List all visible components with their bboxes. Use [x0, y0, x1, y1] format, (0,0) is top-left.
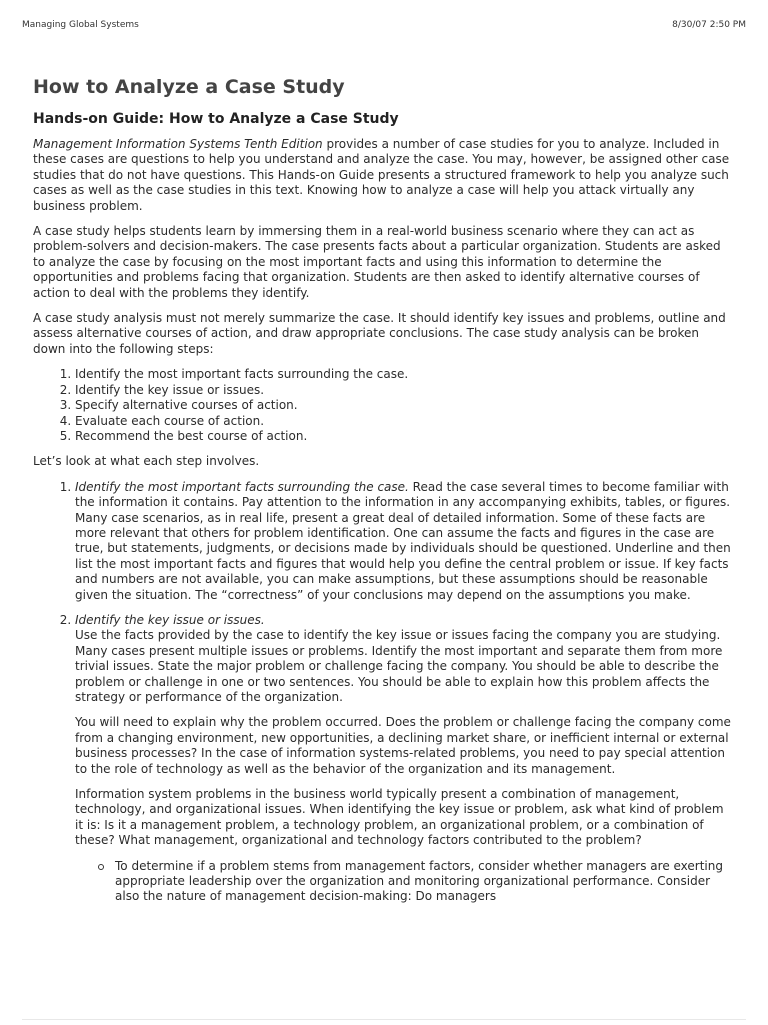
- list-item: [115, 859, 735, 905]
- step-2-paragraph-2: You will need to explain why the problem occurred. Does the problem or challenge facing the company come from a changing environment, new opportunities, a declining market share, or inefficient internal or external business processes? In the case of information systems-related problems, you need to pay special attention to the role of technology as well as the behavior of the organization and its management.: [75, 715, 731, 776]
- book-title: Management Information Systems Tenth Edition: [33, 137, 323, 151]
- print-header: [22, 20, 746, 34]
- document-content: [33, 74, 735, 915]
- factor-text: To determine if a problem stems from management factors, consider whether managers are exerting appropriate leadership over the organization and monitoring organizational performance. Consider also the nature of management decision-making: Do managers: [115, 858, 723, 904]
- circle-bullet-icon: [98, 864, 104, 870]
- header-page-title: Managing Global Systems: [22, 20, 139, 30]
- step-1-text: Read the case several times to become familiar with the information it contains. Pay attention to the information in any accompanying exhibits, tables, or figures. Many case scenarios, as in real life, present a great deal of detailed information. Some of these facts are more relevant that others for problem identification. One can assume the facts and figures in the case are true, but statements, judgments, or decisions made by individuals should be questioned. Underline and then list the most important facts and figures that would help you define the central problem or issue. If key facts and numbers are not available, you can make assumptions, but these assumptions should be reasonable given the situation. The “correctness” of your conclusions may depend on the assumptions you make.: [75, 479, 731, 602]
- detail-step-1: [75, 480, 735, 603]
- list-item: 1. Identify the most important facts surrounding the case.: [75, 367, 735, 382]
- detailed-steps-list: [33, 480, 735, 905]
- intro-text: provides a number of case studies for you to analyze. Included in these cases are questions to help you understand and analyze the case. You may, however, be assigned other case studies that do not have questions. This Hands-on Guide presents a structured framework to help you analyze such cases as well as the case studies in this text. Knowing how to analyze a case will help you attack virtually any business problem.: [33, 137, 730, 213]
- intro-paragraph: [33, 137, 735, 214]
- list-item: 2. Identify the key issue or issues.: [75, 383, 735, 398]
- list-item: 5. Recommend the best course of action.: [75, 429, 735, 444]
- step-1-heading: Identify the most important facts surrounding the case.: [75, 479, 409, 494]
- page-title: How to Analyze a Case Study: [33, 76, 345, 98]
- header-timestamp: 8/30/07 2:50 PM: [672, 20, 746, 30]
- lead-in-paragraph: Let’s look at what each step involves.: [33, 454, 260, 469]
- step-2-paragraph-3: Information system problems in the business world typically present a combination of management, technology, and organizational issues. When identifying the key issue or problem, ask what kind of problem it is: Is it a management problem, a technology problem, an organizational problem, or a combination of these? What management, organizational and technology factors contributed to the problem?: [75, 787, 724, 848]
- print-footer: [22, 1019, 746, 1025]
- case-study-paragraph: A case study helps students learn by immersing them in a real-world business scenario where they can act as problem-solvers and decision-makers. The case presents facts about a particular organization. Students are asked to analyze the case by focusing on the most important facts and using this information to determine the opportunities and problems facing that organization. Students are then asked to identify alternative courses of action to deal with the problems they identify.: [33, 224, 721, 300]
- detail-step-2: [75, 613, 735, 905]
- list-item: 3. Specify alternative courses of action.: [75, 398, 735, 413]
- section-heading: Hands-on Guide: How to Analyze a Case Study: [33, 111, 399, 127]
- step-2-heading: Identify the key issue or issues.: [75, 612, 265, 627]
- step-2-text: Use the facts provided by the case to identify the key issue or issues facing the company you are studying. Many cases present multiple issues or problems. Identify the most important and separate them from more trivial issues. State the major problem or challenge facing the company. You should be able to describe the problem or challenge in one or two sentences. You should be able to explain how this problem affects the strategy or performance of the organization.: [75, 628, 723, 704]
- factor-list: [75, 859, 735, 905]
- list-item: 4. Evaluate each course of action.: [75, 414, 735, 429]
- analysis-paragraph: A case study analysis must not merely summarize the case. It should identify key issues and problems, outline and assess alternative courses of action, and draw appropriate conclusions. The case study analysis can be broken down into the following steps:: [33, 311, 726, 356]
- steps-list: [33, 367, 735, 444]
